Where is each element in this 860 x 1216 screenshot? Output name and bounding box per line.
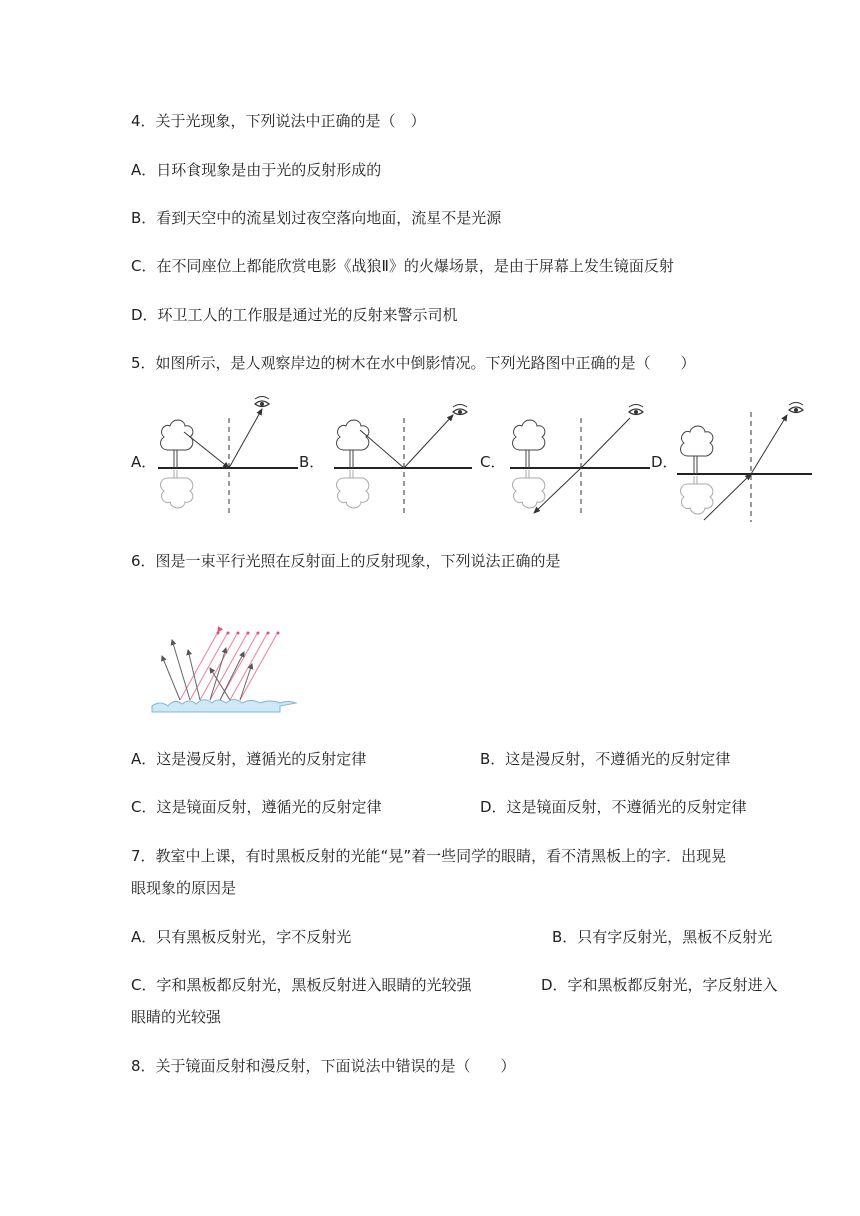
q5-label-b: B．: [299, 453, 325, 471]
q5-stem: 5．如图所示，是人观察岸边的树木在水中倒影情况。下列光路图中正确的是（ ）: [131, 354, 696, 372]
q6-stem: 6．图是一束平行光照在反射面上的反射现象，下列说法正确的是: [131, 552, 561, 570]
q7-stem-line1: 7．教室中上课，有时黑板反射的光能“晃”着一些同学的眼睛，看不清黑板上的字．出现晃: [131, 847, 727, 865]
q5-label-d: D．: [651, 453, 678, 471]
q7-option-b: B．只有字反射光，黑板不反射光: [552, 928, 773, 946]
q8-stem: 8．关于镜面反射和漫反射，下面说法中错误的是（ ）: [131, 1057, 516, 1075]
q6-option-b: B．这是漫反射，不遵循光的反射定律: [480, 750, 731, 768]
q7-option-a: A．只有黑板反射光，字不反射光: [131, 928, 352, 946]
q4-option-b: B．看到天空中的流星划过夜空落向地面，流星不是光源: [131, 209, 502, 227]
q4-option-d: D．环卫工人的工作服是通过光的反射来警示司机: [131, 306, 458, 324]
q4-stem: 4．关于光现象，下列说法中正确的是（ ）: [131, 112, 426, 130]
q5-label-a: A．: [131, 453, 157, 471]
q5-label-c: C．: [480, 453, 506, 471]
q6-option-d: D．这是镜面反射，不遵循光的反射定律: [480, 798, 747, 816]
q7-stem-line2: 眼现象的原因是: [131, 879, 237, 897]
q5-diagram-b: [334, 405, 472, 517]
q4-option-a: A．日环食现象是由于光的反射形成的: [131, 161, 382, 179]
q5-diagram-d: [677, 403, 812, 523]
q6-option-c: C．这是镜面反射，遵循光的反射定律: [131, 798, 382, 816]
q7-option-c: C．字和黑板都反射光，黑板反射进入眼睛的光较强: [131, 976, 472, 994]
q4-option-c: C．在不同座位上都能欣赏电影《战狼Ⅱ》的火爆场景，是由于屏幕上发生镜面反射: [131, 257, 674, 275]
q7-option-d-continued: 眼睛的光较强: [131, 1008, 222, 1026]
q6-option-a: A．这是漫反射，遵循光的反射定律: [131, 750, 367, 768]
q5-diagram-c: [510, 405, 650, 517]
q7-option-d: D．字和黑板都反射光，字反射进入: [541, 976, 778, 994]
q5-diagram-a: [158, 397, 298, 517]
